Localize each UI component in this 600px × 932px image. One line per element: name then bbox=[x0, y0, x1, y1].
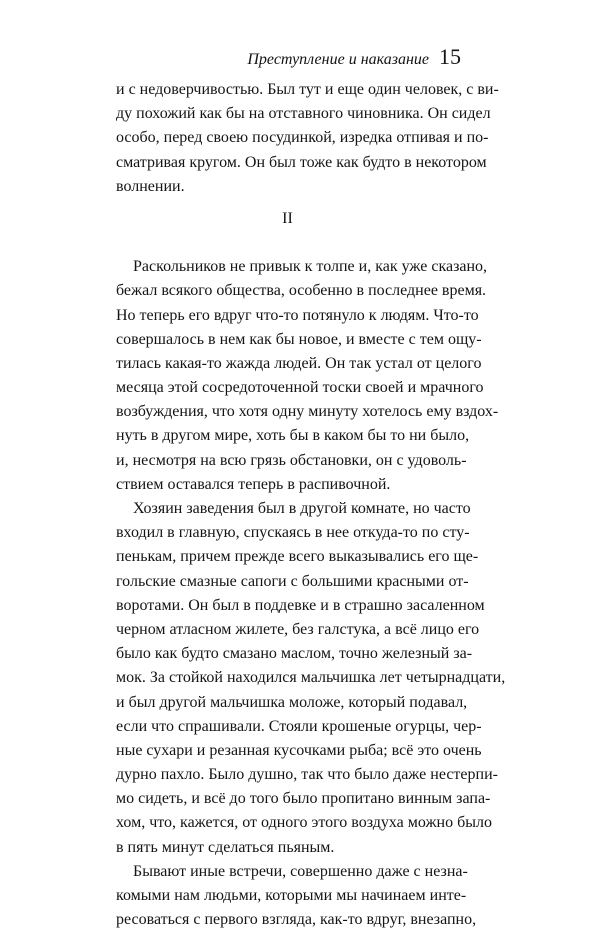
text-line: если что спрашивали. Стояли крошеные огурцы, чер- bbox=[116, 717, 482, 735]
text-line: в пять минут сделаться пьяным. bbox=[116, 838, 335, 856]
text-line: мок. За стойкой находился мальчишка лет четырнадцати, bbox=[116, 669, 506, 687]
chapter-heading: II bbox=[282, 209, 293, 227]
text-line: и был другой мальчишка моложе, который подавал, bbox=[116, 693, 468, 711]
text-line: тилась какая-то жажда людей. Он так устал от целого bbox=[116, 354, 482, 372]
text-line: ресоваться с первого взгляда, как-то вдруг, внезапно, bbox=[116, 911, 477, 929]
text-line: было как будто смазано маслом, точно железный за- bbox=[116, 645, 473, 663]
text-line: нуть в другом мире, хоть бы в каком бы то ни было, bbox=[116, 427, 470, 445]
text-line: бежал всякого общества, особенно в последнее время. bbox=[116, 282, 487, 300]
text-line: совершалось в нем как бы новое, и вместе с тем ощу- bbox=[116, 330, 482, 348]
text-line: мо сидеть, и всё до того было пропитано винным запа- bbox=[116, 790, 491, 808]
body-text bbox=[116, 78, 506, 932]
text-line: ствием оставался теперь в распивочной. bbox=[116, 475, 391, 493]
text-line: месяца этой сосредоточенной тоски своей и мрачного bbox=[116, 379, 484, 397]
text-line: гольские смазные сапоги с большими красными от- bbox=[116, 572, 469, 590]
text-line: возбуждения, что хотя одну минуту хотелось ему вздох- bbox=[116, 403, 499, 421]
text-line: и с недоверчивостью. Был тут и еще один человек, с ви- bbox=[116, 81, 499, 98]
text-line: волнении. bbox=[116, 177, 185, 195]
text-line: хом, что, кажется, от одного этого воздуха можно было bbox=[116, 814, 492, 832]
running-title: Преступление и наказание bbox=[247, 51, 429, 68]
text-line: комыми нам людьми, которыми мы начинаем инте- bbox=[116, 887, 467, 904]
text-line: черном атласном жилете, без галстука, а всё лицо его bbox=[116, 620, 480, 638]
text-line: Бывают иные встречи, совершенно даже с незна- bbox=[133, 862, 468, 880]
text-line: входил в главную, спускаясь в нее откуда-то по сту- bbox=[116, 524, 470, 542]
text-line: особо, перед своею посудинкой, изредка отпивая и по- bbox=[116, 129, 489, 147]
text-line: ные сухари и резанная кусочками рыба; всё это очень bbox=[116, 741, 482, 759]
text-line: ду похожий как бы на отставного чиновника. Он сидел bbox=[116, 105, 491, 123]
text-line: воротами. Он был в поддевке и в страшно засаленном bbox=[116, 596, 485, 614]
running-head bbox=[247, 44, 461, 70]
text-line: Хозяин заведения был в другой комнате, но часто bbox=[133, 500, 471, 517]
text-line: Раскольников не привык к толпе и, как уже сказано, bbox=[133, 258, 488, 276]
text-line: Но теперь его вдруг что-то потянуло к людям. Что-то bbox=[116, 306, 479, 324]
text-line: сматривая кругом. Он был тоже как будто в некотором bbox=[116, 153, 487, 171]
text-line: и, несмотря на всю грязь обстановки, он с удоволь- bbox=[116, 451, 467, 469]
text-line: дурно пахло. Было душно, так что было даже нестерпи- bbox=[116, 766, 498, 784]
text-line: пенькам, причем прежде всего выказывались его ще- bbox=[116, 548, 479, 566]
page-number: 15 bbox=[439, 44, 461, 69]
